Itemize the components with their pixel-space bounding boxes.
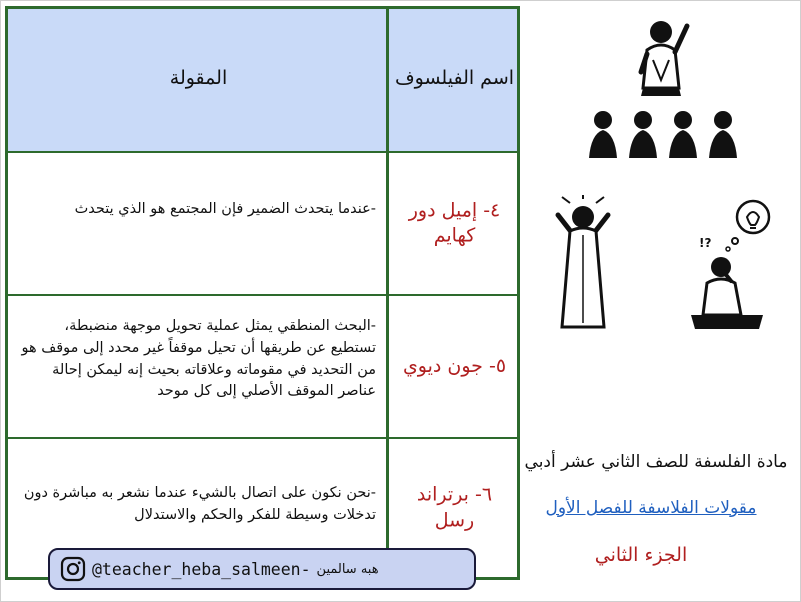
quote-cell	[8, 153, 389, 294]
header-quote-cell	[8, 9, 389, 151]
header-name-cell	[392, 9, 517, 151]
quote-text: -عندما يتحدث الضمير فإن المجتمع هو الذي يتحدث	[74, 201, 376, 217]
philosopher-name: ٦- برتراند رسل	[416, 483, 493, 531]
header-quote-label: المقولة	[169, 67, 228, 89]
svg-text:!?: !?	[699, 236, 712, 250]
table-header-row	[8, 9, 517, 153]
philosopher-cell	[392, 296, 517, 437]
instagram-handle: @teacher_heba_salmeen-	[92, 559, 311, 579]
unit-link[interactable]: مقولات الفلاسفة للفصل الأول	[545, 498, 757, 518]
quote-text: -البحث المنطقي يمثل عملية تحويل موجهة منضبطة، تستطيع عن طريقها أن تحيل موقفاً غير محدد إلى موقف هو من التحديد في مقوماته وعلاقاته بحيث إنه ليمكن إحالة عناصر الموقف الأصلي إلى كل موحد	[21, 318, 376, 400]
philosopher-cell	[392, 153, 517, 294]
course-title: مادة الفلسفة للصف الثاني عشر أدبي	[524, 452, 788, 472]
surprised-person-illustration	[548, 195, 618, 335]
thinking-person-illustration	[683, 195, 778, 335]
header-name-label: اسم الفيلسوف	[394, 67, 515, 89]
part-label: الجزء الثاني	[594, 544, 688, 566]
quotes-table	[5, 6, 520, 580]
author-name: هبه سالمين	[316, 561, 379, 577]
instagram-icon	[60, 556, 86, 582]
table-row	[8, 296, 517, 439]
philosopher-name: ٤- إميل دور كهايم	[408, 198, 501, 247]
table-row	[8, 153, 517, 296]
teacher-lecture-illustration	[583, 10, 743, 160]
quote-cell	[8, 296, 389, 437]
instagram-badge[interactable]	[48, 548, 476, 590]
philosopher-name: ٥- جون ديوي	[402, 354, 507, 377]
quote-text: -نحن نكون على اتصال بالشيء عندما نشعر به مباشرة دون تدخلات وسيطة للفكر والحكم والاستدلال	[23, 485, 376, 523]
